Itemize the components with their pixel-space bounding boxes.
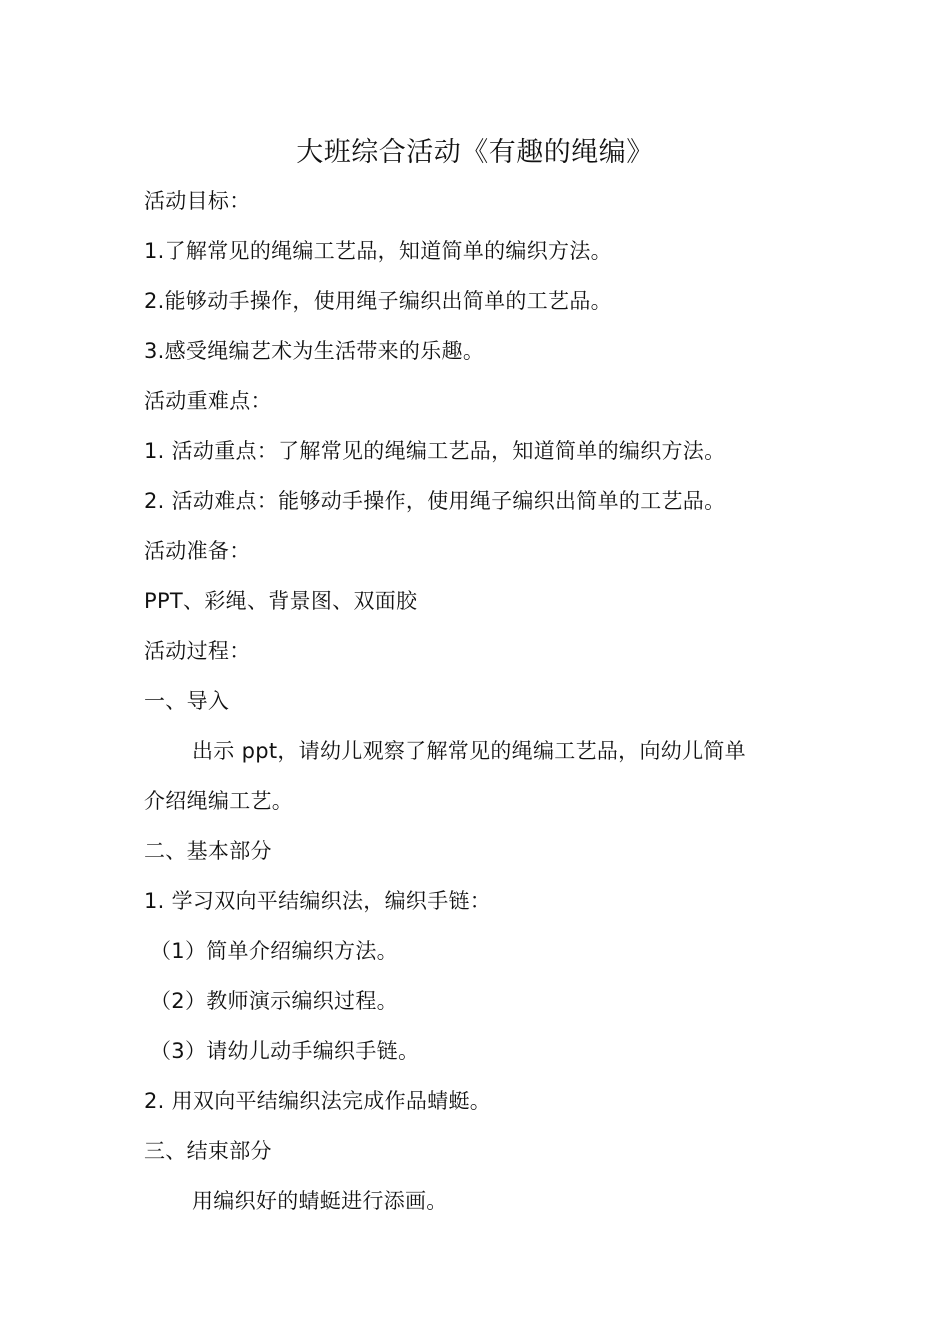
main-substep-item-3: （3）请幼儿动手编织手链。 (150, 1039, 420, 1063)
main-substep-item-2: （2）教师演示编织过程。 (150, 989, 398, 1013)
process-step-end-heading: 三、结束部分 (144, 1139, 272, 1163)
process-step-intro-text-2: 介绍绳编工艺。 (144, 789, 294, 813)
process-step-end-text: 用编织好的蜻蜓进行添画。 (192, 1189, 448, 1213)
section-heading-preparation: 活动准备： (144, 539, 251, 563)
process-step-intro-text-1: 出示 ppt，请幼儿观察了解常见的绳编工艺品，向幼儿简单 (192, 739, 746, 763)
section-heading-process: 活动过程： (144, 639, 251, 663)
main-substep-item-1: （1）简单介绍编织方法。 (150, 939, 398, 963)
main-step-item-1: 1. 学习双向平结编织法，编织手链： (144, 889, 492, 913)
objective-item-1: 1.了解常见的绳编工艺品，知道简单的编织方法。 (144, 239, 612, 263)
document-title: 大班综合活动《有趣的绳编》 (296, 137, 654, 168)
process-step-main-heading: 二、基本部分 (144, 839, 272, 863)
preparation-materials: PPT、彩绳、背景图、双面胶 (144, 589, 418, 613)
objective-item-3: 3.感受绳编艺术为生活带来的乐趣。 (144, 339, 485, 363)
main-step-item-2: 2. 用双向平结编织法完成作品蜻蜓。 (144, 1089, 492, 1113)
section-heading-objectives: 活动目标： (144, 189, 251, 213)
key-point-item-2: 2. 活动难点：能够动手操作，使用绳子编织出简单的工艺品。 (144, 489, 726, 513)
key-point-item-1: 1. 活动重点：了解常见的绳编工艺品，知道简单的编织方法。 (144, 439, 726, 463)
process-step-intro-heading: 一、导入 (144, 689, 230, 713)
objective-item-2: 2.能够动手操作，使用绳子编织出简单的工艺品。 (144, 289, 612, 313)
section-heading-key-points: 活动重难点： (144, 389, 272, 413)
